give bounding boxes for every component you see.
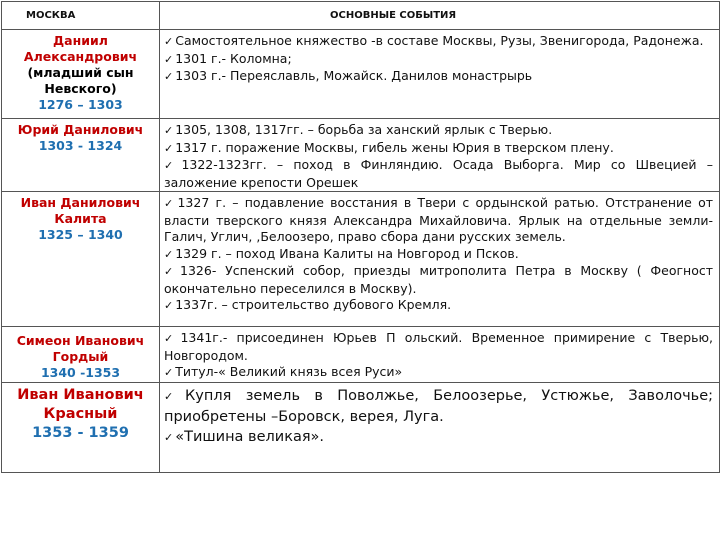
event-item: ✓ 1317 г. поражение Москвы, гибель жены Юрия в тверском плену.	[164, 139, 614, 155]
event-item: ✓ 1327 г. – подавление восстания в Твери с ордынской ратью. Отстранение от власти тверского князя Александра Михайловича. Ярлык на отдельные земли- Галич, Углич, ,Белоозеро, право сбора дани русских земель.	[164, 195, 713, 244]
event-item: ✓ 1337г. – строительство дубового Кремля.	[164, 297, 452, 312]
check-icon: ✓	[164, 197, 176, 210]
header-events: ОСНОВНЫЕ СОБЫТИЯ	[160, 2, 720, 30]
event-item: ✓ 1305, 1308, 1317гг. – борьба за ханский ярлык с Тверью.	[164, 122, 553, 137]
ruler-cell	[2, 119, 160, 192]
ruler-years: 1325 – 1340	[38, 227, 123, 242]
check-icon: ✓	[164, 52, 174, 66]
table-row	[2, 192, 720, 327]
check-icon: ✓	[164, 247, 174, 261]
table-row	[2, 327, 720, 383]
event-item: ✓ Титул-« Великий князь всея Руси»	[164, 364, 403, 379]
header-moscow: МОСКВА	[2, 2, 160, 30]
check-icon: ✓	[164, 431, 174, 444]
table-row	[2, 30, 720, 119]
event-item: ✓ Самостоятельное княжество -в составе Москвы, Рузы, Звенигорода, Радонежа.	[164, 33, 704, 48]
ruler-years: 1276 – 1303	[38, 97, 123, 112]
ruler-years: 1353 - 1359	[32, 425, 129, 441]
ruler-name: Симеон Иванович Гордый	[16, 333, 145, 364]
table-row	[2, 383, 720, 473]
event-item: ✓ 1326- Успенский собор, приезды митрополита Петра в Москву ( Феогност окончательно переселился в Москву).	[164, 263, 714, 296]
event-item: ✓ 1301 г.- Коломна;	[164, 50, 292, 66]
ruler-years: 1303 - 1324	[38, 138, 123, 153]
ruler-name: Даниил Александрович	[23, 33, 138, 64]
check-icon: ✓	[164, 366, 174, 379]
ruler-cell	[2, 192, 160, 327]
event-item: ✓ «Тишина великая».	[164, 429, 325, 445]
check-icon: ✓	[164, 35, 174, 48]
check-icon: ✓	[164, 390, 183, 403]
ruler-note: (младший сын Невского)	[27, 65, 134, 96]
events-cell	[160, 30, 720, 119]
check-icon: ✓	[164, 159, 180, 172]
check-icon: ✓	[164, 332, 179, 345]
check-icon: ✓	[164, 124, 174, 137]
check-icon: ✓	[164, 70, 174, 83]
history-table	[1, 1, 720, 473]
events-cell	[160, 119, 720, 192]
ruler-cell	[2, 30, 160, 119]
ruler-name: Иван Данилович Калита	[20, 195, 141, 226]
ruler-name: Юрий Данилович	[17, 122, 144, 137]
event-item: ✓ 1303 г.- Переяславль, Можайск. Данилов монастрырь	[164, 68, 533, 83]
event-item: ✓ 1329 г. – поход Ивана Калиты на Новгород и Псков.	[164, 245, 519, 261]
ruler-name: Иван Иванович Красный	[17, 387, 144, 422]
header-row	[2, 2, 720, 30]
check-icon: ✓	[164, 299, 174, 312]
ruler-years: 1340 -1353	[40, 365, 121, 380]
ruler-cell	[2, 383, 160, 473]
event-item: ✓ 1322-1323гг. – поход в Финляндию. Осада Выборга. Мир со Швецией – заложение крепости Орешек	[164, 157, 713, 190]
events-cell	[160, 192, 720, 327]
event-item: ✓ 1341г.- присоединен Юрьев П ольский. Временное примирение с Тверью, Новгородом.	[164, 330, 713, 363]
ruler-cell	[2, 327, 160, 383]
events-cell	[160, 383, 720, 473]
events-cell	[160, 327, 720, 383]
check-icon: ✓	[164, 265, 179, 278]
table-row	[2, 119, 720, 192]
event-item: ✓ Купля земель в Поволжье, Белоозерье, Устюжье, Заволочье; приобретены –Боровск, верея, Луга.	[164, 388, 714, 425]
check-icon: ✓	[164, 141, 174, 155]
